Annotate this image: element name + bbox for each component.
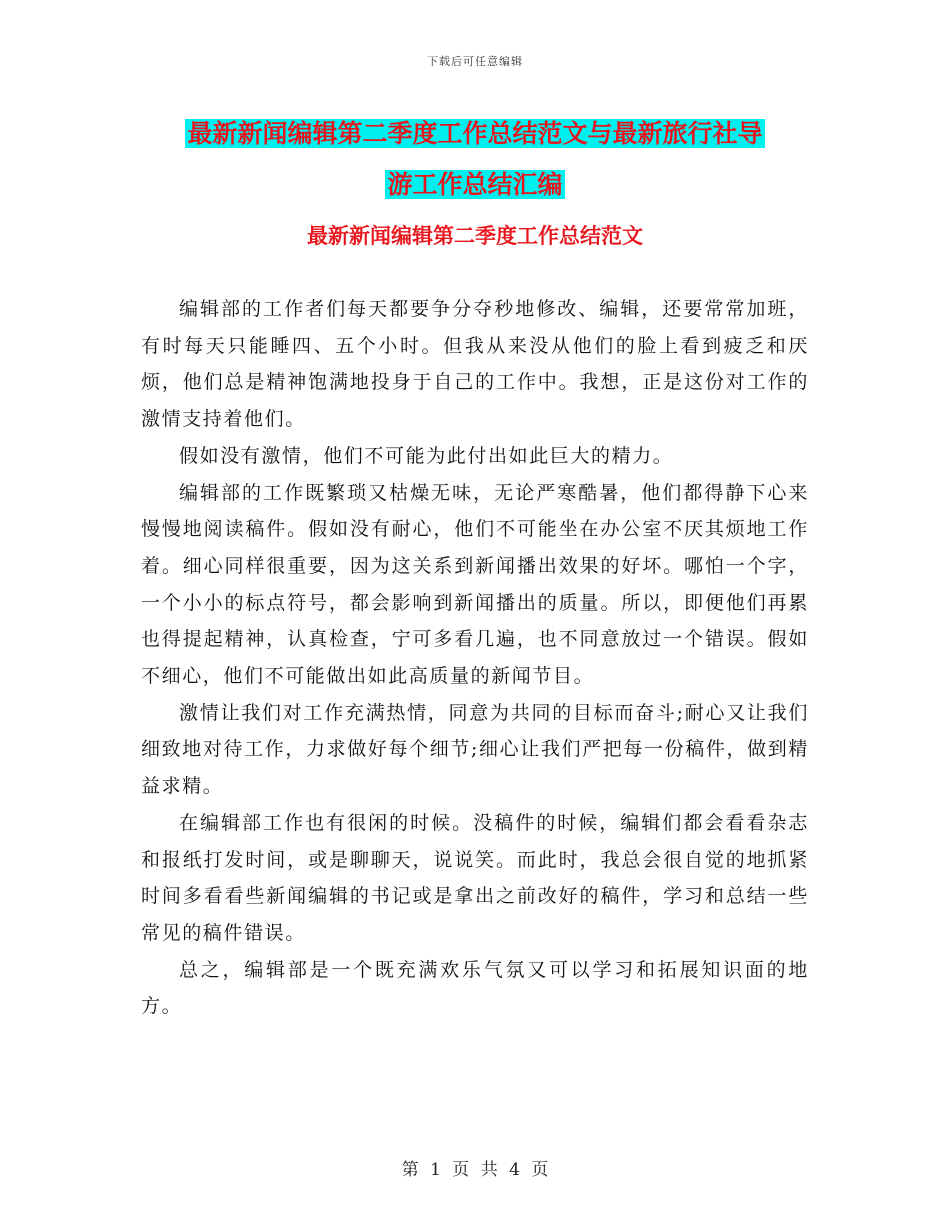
document-title-line-1: 最新新闻编辑第二季度工作总结范文与最新旅行社导 [187, 119, 763, 148]
body-text [141, 291, 809, 1025]
paragraph: 编辑部的工作者们每天都要争分夺秒地修改、编辑，还要常常加班，有时每天只能睡四、五个小时。但我从来没从他们的脸上看到疲乏和厌烦，他们总是精神饱满地投身于自己的工作中。我想，正是这份对工作的激情支持着他们。 [141, 298, 809, 431]
document-title-line-2: 游工作总结汇编 [387, 170, 563, 199]
document-title [150, 108, 800, 210]
page-header-note: 下载后可任意编辑 [427, 55, 523, 68]
paragraph: 激情让我们对工作充满热情，同意为共同的目标而奋斗;耐心又让我们细致地对待工作，力求做好每个细节;细心让我们严把每一份稿件，做到精益求精。 [141, 701, 809, 798]
paragraph: 在编辑部工作也有很闲的时候。没稿件的时候，编辑们都会看看杂志和报纸打发时间，或是聊聊天，说说笑。而此时，我总会很自觉的地抓紧时间多看看些新闻编辑的书记或是拿出之前改好的稿件，学习和总结一些常见的稿件错误。 [141, 811, 809, 944]
section-title: 最新新闻编辑第二季度工作总结范文 [307, 224, 643, 248]
paragraph: 总之，编辑部是一个既充满欢乐气氛又可以学习和拓展知识面的地方。 [141, 958, 809, 1018]
paragraph: 假如没有激情，他们不可能为此付出如此巨大的精力。 [179, 444, 674, 467]
paragraph: 编辑部的工作既繁琐又枯燥无味，无论严寒酷暑，他们都得静下心来慢慢地阅读稿件。假如没有耐心，他们不可能坐在办公室不厌其烦地工作着。细心同样很重要，因为这关系到新闻播出效果的好坏。哪怕一个字，一个小小的标点符号，都会影响到新闻播出的质量。所以，即便他们再累也得提起精神，认真检查，宁可多看几遍，也不同意放过一个错误。假如不细心，他们不可能做出如此高质量的新闻节目。 [141, 481, 809, 688]
page-footer: 第 1 页 共 4 页 [401, 1160, 549, 1180]
